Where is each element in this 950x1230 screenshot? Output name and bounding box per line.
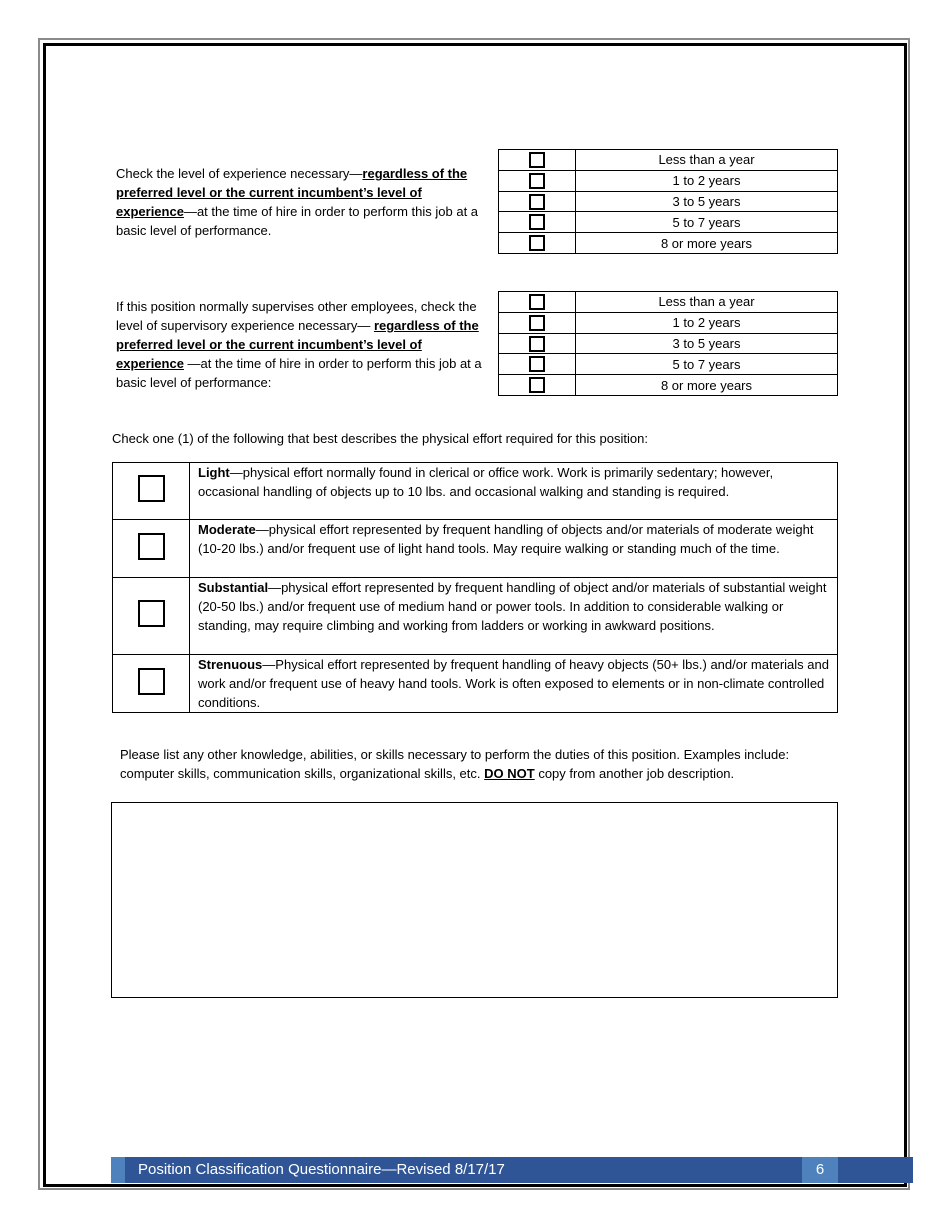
experience-option-row bbox=[499, 212, 838, 233]
effort-option-row bbox=[113, 520, 838, 578]
page-number: 6 bbox=[802, 1157, 838, 1183]
experience-option-label: 8 or more years bbox=[576, 233, 838, 254]
effort-option-name: Light bbox=[198, 465, 230, 480]
physical-effort-table bbox=[112, 462, 838, 713]
effort-light-checkbox[interactable] bbox=[138, 475, 165, 502]
skills-instructions: Please list any other knowledge, abilities, or skills necessary to perform the duties of this position. Examples include: computer skills, communication skills, organizational skills, etc. DO NOT copy from another job description. bbox=[120, 747, 790, 781]
supervisory-option-label: 5 to 7 years bbox=[576, 354, 838, 375]
experience-option-checkbox[interactable] bbox=[529, 194, 545, 210]
effort-option-row bbox=[113, 578, 838, 655]
page-footer bbox=[111, 1157, 838, 1183]
experience-option-checkbox[interactable] bbox=[529, 173, 545, 189]
effort-option-description: —physical effort normally found in clerical or office work. Work is primarily sedentary; however, occasional handling of objects up to 10 lbs. and occasional walking and standing is required. bbox=[198, 465, 774, 499]
supervisory-option-checkbox[interactable] bbox=[529, 356, 545, 372]
supervisory-option-checkbox[interactable] bbox=[529, 377, 545, 393]
supervisory-options-table bbox=[498, 291, 838, 396]
effort-option-text bbox=[190, 655, 838, 713]
experience-option-row bbox=[499, 191, 838, 212]
supervisory-instructions: If this position normally supervises other employees, check the level of supervisory experience necessary— regardless of the preferred level or the current incumbent’s level of experience —at the time of hire in order to perform this job at a basic level of performance: bbox=[116, 299, 482, 390]
footer-accent bbox=[111, 1157, 125, 1183]
supervisory-option-row bbox=[499, 354, 838, 375]
effort-option-text bbox=[190, 520, 838, 578]
experience-option-label: Less than a year bbox=[576, 150, 838, 171]
experience-option-row bbox=[499, 150, 838, 171]
footer-title: Position Classification Questionnaire—Revised 8/17/17 bbox=[138, 1161, 505, 1178]
supervisory-option-label: Less than a year bbox=[576, 292, 838, 313]
experience-option-checkbox[interactable] bbox=[529, 214, 545, 230]
experience-option-checkbox[interactable] bbox=[529, 235, 545, 251]
experience-instructions: Check the level of experience necessary—regardless of the preferred level or the current incumbent’s level of experience—at the time of hire in order to perform this job at a basic level of performance. bbox=[116, 166, 479, 238]
effort-option-row bbox=[113, 463, 838, 520]
skills-answer-box[interactable] bbox=[111, 802, 838, 998]
experience-option-label: 1 to 2 years bbox=[576, 170, 838, 191]
effort-option-name: Substantial bbox=[198, 580, 269, 595]
effort-option-description: —Physical effort represented by frequent handling of heavy objects (50+ lbs.) and/or materials and work and/or frequent use of heavy hand tools. Work is often exposed to elements or in non-climate controlled conditions. bbox=[198, 657, 829, 710]
experience-option-row bbox=[499, 233, 838, 254]
supervisory-option-label: 3 to 5 years bbox=[576, 333, 838, 354]
supervisory-option-checkbox[interactable] bbox=[529, 315, 545, 331]
effort-option-text bbox=[190, 578, 838, 655]
supervisory-option-row bbox=[499, 312, 838, 333]
effort-option-description: —physical effort represented by frequent handling of objects and/or materials of moderate weight (10-20 lbs.) and/or frequent use of light hand tools. May require walking or standing much of the time. bbox=[198, 522, 814, 556]
effort-option-text bbox=[190, 463, 838, 520]
effort-strenuous-checkbox[interactable] bbox=[138, 668, 165, 695]
supervisory-option-checkbox[interactable] bbox=[529, 336, 545, 352]
supervisory-option-label: 8 or more years bbox=[576, 375, 838, 396]
effort-option-row bbox=[113, 655, 838, 713]
experience-option-label: 5 to 7 years bbox=[576, 212, 838, 233]
effort-substantial-checkbox[interactable] bbox=[138, 600, 165, 627]
experience-options-table bbox=[498, 149, 838, 254]
physical-effort-prompt: Check one (1) of the following that best describes the physical effort required for this position: bbox=[112, 431, 648, 446]
experience-option-row bbox=[499, 170, 838, 191]
effort-option-description: —physical effort represented by frequent handling of object and/or materials of substantial weight (20-50 lbs.) and/or frequent use of medium hand or power tools. In addition to considerable walking or standing, may require climbing and working from ladders or working in awkward positions. bbox=[198, 580, 827, 633]
supervisory-option-row bbox=[499, 292, 838, 313]
supervisory-option-label: 1 to 2 years bbox=[576, 312, 838, 333]
effort-option-name: Strenuous bbox=[198, 657, 263, 672]
supervisory-option-row bbox=[499, 375, 838, 396]
experience-option-label: 3 to 5 years bbox=[576, 191, 838, 212]
experience-option-checkbox[interactable] bbox=[529, 152, 545, 168]
supervisory-option-checkbox[interactable] bbox=[529, 294, 545, 310]
effort-moderate-checkbox[interactable] bbox=[138, 533, 165, 560]
supervisory-option-row bbox=[499, 333, 838, 354]
effort-option-name: Moderate bbox=[198, 522, 256, 537]
